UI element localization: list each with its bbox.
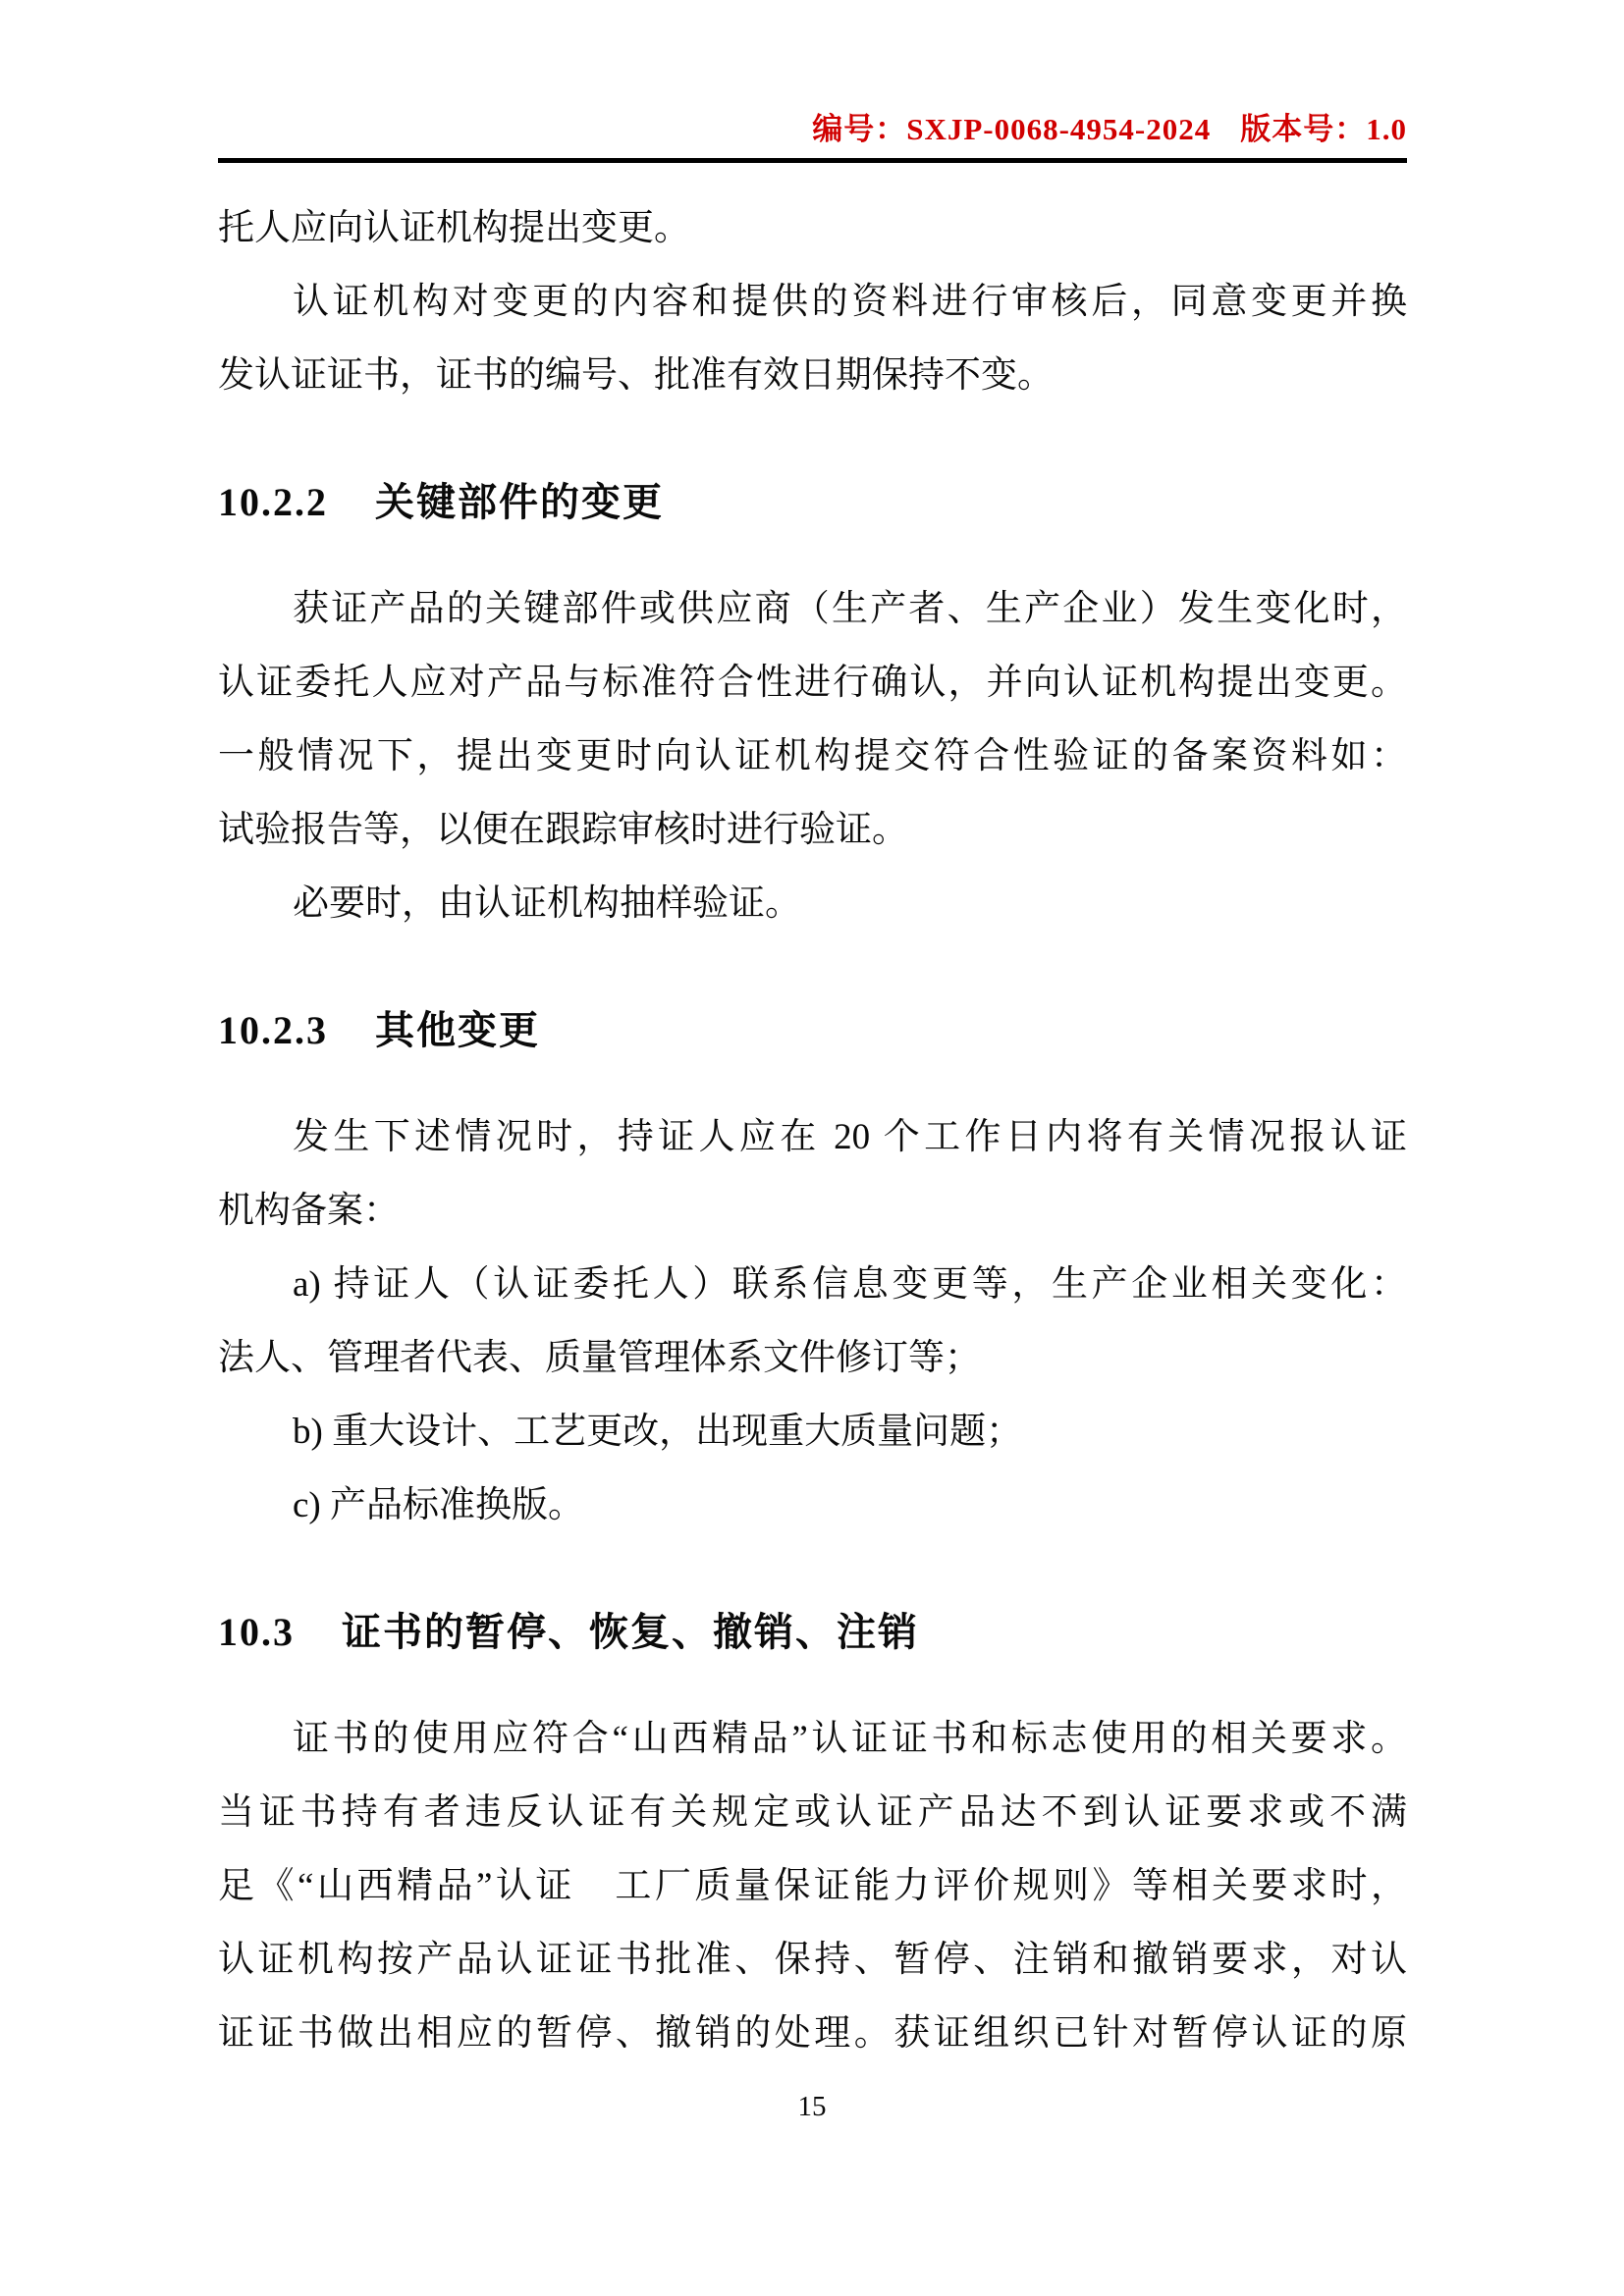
heading-number: 10.2.3: [218, 1008, 328, 1052]
header-rule: [218, 158, 1407, 163]
page-number: 15: [797, 2091, 827, 2122]
body-line: 证书的使用应符合“山西精品”认证证书和标志使用的相关要求。: [293, 1719, 1407, 1759]
body-line: 认证机构对变更的内容和提供的资料进行审核后，同意变更并换: [293, 282, 1407, 322]
section-heading: [218, 1595, 1407, 1669]
body-line: 法人、管理者代表、质量管理体系文件修订等；: [218, 1338, 981, 1378]
body-line: 发认证证书，证书的编号、批准有效日期保持不变。: [218, 355, 1054, 396]
doc-number-label: 编号：: [812, 112, 907, 146]
body-line: 证证书做出相应的暂停、撤销的处理。获证组织已针对暂停认证的原: [218, 2013, 1407, 2054]
heading-number: 10.2.2: [218, 480, 328, 524]
body-line: 获证产品的关键部件或供应商（生产者、生产企业）发生变化时，: [293, 589, 1407, 629]
doc-number: SXJP-0068-4954-2024: [906, 112, 1212, 146]
body-line: 当证书持有者违反认证有关规定或认证产品达不到认证要求或不满: [218, 1792, 1407, 1833]
heading-title: 其他变更: [375, 1008, 540, 1052]
page-header: [218, 104, 1407, 148]
version-label: 版本号：: [1240, 112, 1367, 146]
section-heading: [218, 465, 1407, 539]
body-line: c) 产品标准换版。: [293, 1485, 584, 1525]
body-line: 试验报告等，以便在跟踪审核时进行验证。: [218, 810, 908, 850]
body-line: a) 持证人（认证委托人）联系信息变更等，生产企业相关变化：: [293, 1264, 1407, 1305]
body-line: 机构备案：: [218, 1191, 400, 1231]
body-line: 必要时，由认证机构抽样验证。: [293, 883, 801, 924]
heading-title: 证书的暂停、恢复、撤销、注销: [342, 1610, 919, 1654]
heading-number: 10.3: [218, 1610, 295, 1654]
heading-title: 关键部件的变更: [375, 480, 664, 524]
body-line: 认证委托人应对产品与标准符合性进行确认，并向认证机构提出变更。: [218, 663, 1407, 703]
version-number: 1.0: [1366, 112, 1407, 146]
body-line: 足《“山西精品”认证 工厂质量保证能力评价规则》等相关要求时，: [218, 1866, 1407, 1906]
body-line: 一般情况下，提出变更时向认证机构提交符合性验证的备案资料如：: [218, 736, 1407, 776]
content: [218, 191, 1407, 2070]
body-line: 认证机构按产品认证证书批准、保持、暂停、注销和撤销要求，对认: [218, 1940, 1407, 1980]
body-line: b) 重大设计、工艺更改，出现重大质量问题；: [293, 1412, 1023, 1452]
section-heading: [218, 993, 1407, 1067]
body-line: 发生下述情况时，持证人应在 20 个工作日内将有关情况报认证: [293, 1117, 1407, 1157]
body-line: 托人应向认证机构提出变更。: [218, 208, 690, 248]
